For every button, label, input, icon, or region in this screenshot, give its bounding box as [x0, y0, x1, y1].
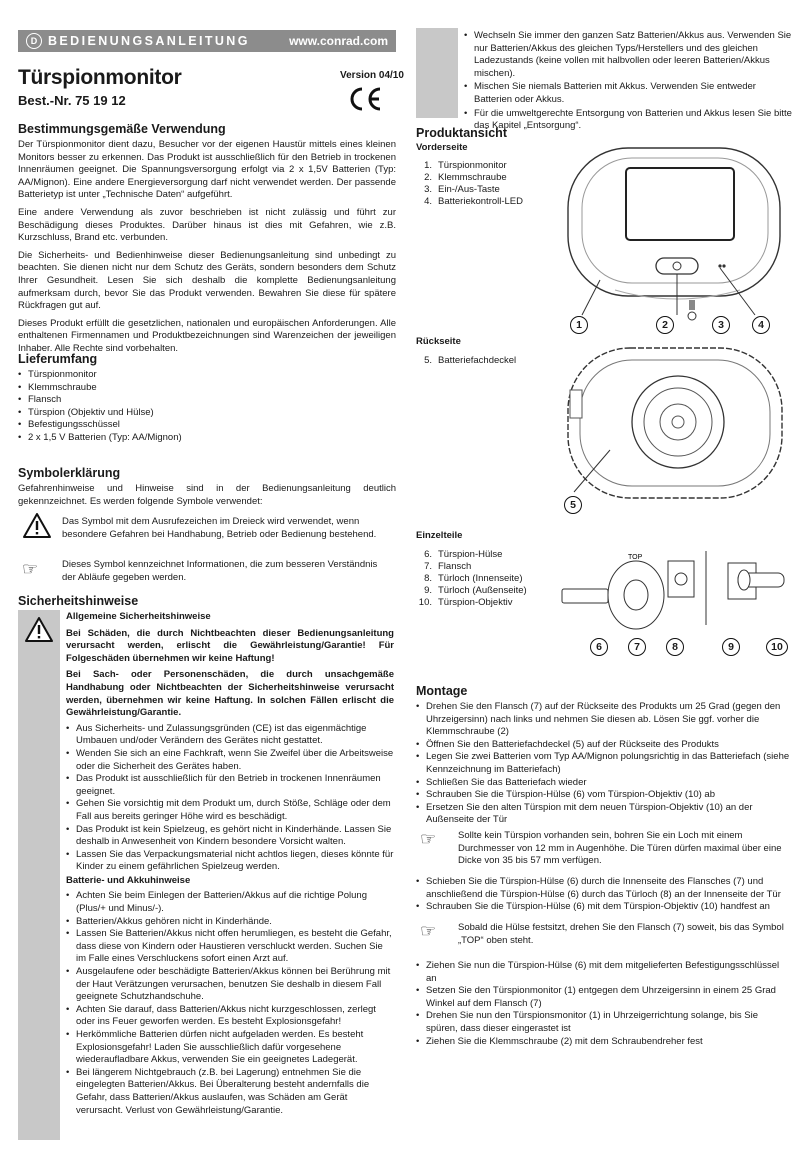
list-item: • Drehen Sie nun den Türspionsmonitor (1) in Uhrzeigerrichtung solange, bis Sie spüren, dass dieser eingerastet ist	[416, 1010, 792, 1035]
callout-9: 9	[722, 638, 740, 656]
mounting-list-2	[416, 876, 792, 914]
heading-montage: Montage	[416, 684, 468, 698]
ce-mark-icon	[346, 86, 384, 112]
mounting-list	[416, 701, 792, 827]
list-item: 10. Türspion-Objektiv	[418, 597, 513, 609]
list-item: • Wechseln Sie immer den ganzen Satz Batterien/Akkus aus. Verwenden Sie nur Batterien/Akkus des gleichen Typs/Herstellers und des gleichen Ladezustands (keine vollen mit halbvollen oder leeren Batterien/Akkus mischen).	[464, 30, 792, 80]
warning-symbol-text: Das Symbol mit dem Ausrufezeichen im Dreieck wird verwendet, wenn besondere Gefahren bei Handhabung, Betrieb oder Bedienung bestehend.	[62, 516, 377, 540]
subheading-rueckseite: Rückseite	[416, 336, 461, 347]
callout-8: 8	[666, 638, 684, 656]
list-item: • Ausgelaufene oder beschädigte Batterien/Akkus können bei Berührung mit der Haut Verätzungen verursachen, benutzen Sie deshalb in diesem Fall geeignete Schutzhandschuhe.	[66, 966, 394, 1004]
list-item: • Mischen Sie niemals Batterien mit Akkus. Verwenden Sie entweder Batterien oder Akkus.	[464, 81, 792, 106]
sidebar-grey-bar	[416, 28, 458, 118]
header-band	[18, 30, 396, 52]
paragraph: Eine andere Verwendung als zuvor beschrieben ist nicht zulässig und führt zur Beschädigung dieses Produktes. Darüber hinaus ist dies mit Gefahren, wie z.B. Kurzschluss, Brand etc. verbunden.	[18, 206, 396, 244]
list-item: • Gehen Sie vorsichtig mit dem Produkt um, durch Stöße, Schläge oder dem Fall aus bereits geringer Höhe wird es beschädigt.	[66, 798, 394, 823]
section-montage	[416, 684, 792, 827]
callout-10: 10	[766, 638, 788, 656]
list-item: • Schieben Sie die Türspion-Hülse (6) durch die Innenseite des Flansches (7) und anschließend die Türspion-Hülse (6) durch das Türloch (8) an der Innenseite der Tür	[416, 876, 792, 901]
list-item: • Lassen Sie Batterien/Akkus nicht offen herumliegen, es besteht die Gefahr, dass diese von Kindern oder Haustieren verschluckt werden. Suchen Sie im Falle eines Verschluckens sofort einen Arzt auf.	[66, 928, 394, 966]
list-item: • Schrauben Sie die Türspion-Hülse (6) vom Türspion-Objektiv (10) ab	[416, 789, 792, 802]
list-item: • Türspionmonitor	[18, 369, 396, 382]
subheading-vorderseite: Vorderseite	[416, 142, 468, 153]
list-item: • Ziehen Sie die Klemmschraube (2) mit dem Schraubendreher fest	[416, 1036, 792, 1049]
language-badge: D	[26, 33, 42, 49]
list-item: 3. Ein-/Aus-Taste	[424, 184, 500, 195]
list-item: 4. Batteriekontroll-LED	[424, 196, 524, 208]
bold-notice: Bei Sach- oder Personenschäden, die durch unsachgemäße Handhabung oder Nichtbeachten der Sicherheitshinweise verursacht werden, übernehmen wir keine Haftung. In solchen Fällen erlischt die Gewährleistung/Garantie.	[66, 669, 394, 719]
callout-3: 3	[712, 316, 730, 334]
list-item: 9. Türloch (Außenseite)	[424, 585, 527, 597]
section-einzelteile	[416, 530, 556, 610]
callout-6: 6	[590, 638, 608, 656]
section-sicherheit	[18, 594, 396, 608]
pointing-hand-icon: ☞	[22, 559, 39, 579]
list-item: • Wenden Sie sich an eine Fachkraft, wenn Sie Zweifel über die Arbeitsweise oder die Sicherheit des Gerätes haben.	[66, 748, 394, 773]
note-text: Sobald die Hülse festsitzt, drehen Sie den Flansch (7) soweit, bis das Symbol „TOP“ oben steht.	[458, 922, 784, 946]
list-item: • Aus Sicherheits- und Zulassungsgründen (CE) ist das eigenmächtige Umbauen und/oder Verändern des Gerätes nicht gestattet.	[66, 723, 394, 748]
list-item: • Das Produkt ist ausschließlich für den Betrieb in trockenen Innenräumen geeignet.	[66, 773, 394, 798]
version-label: Version 04/10	[340, 70, 404, 81]
list-item: • Ziehen Sie nun die Türspion-Hülse (6) mit dem mitgelieferten Befestigungsschlüssel an	[416, 960, 792, 985]
list-item: 1. Türspionmonitor	[424, 159, 507, 171]
delivery-list	[18, 369, 396, 445]
list-item: • Lassen Sie das Verpackungsmaterial nicht achtlos liegen, dieses könnte für Kinder zu einem gefährlichen Spielzeug werden.	[66, 849, 394, 874]
subheading: Allgemeine Sicherheitshinweise	[66, 611, 211, 622]
list-item: • Legen Sie zwei Batterien vom Typ AA/Mignon polungsrichtig in das Batteriefach (siehe Kennzeichnung im Batteriefach)	[416, 751, 792, 776]
list-item: 6. Türspion-Hülse	[424, 548, 503, 560]
subheading: Batterie- und Akkuhinweise	[66, 874, 191, 886]
list-item: • Für die umweltgerechte Entsorgung von Batterien und Akkus lesen Sie bitte das Kapitel „Entsorgung“.	[464, 108, 792, 133]
heading-symbole: Symbolerklärung	[18, 466, 121, 480]
header-url[interactable]: www.conrad.com	[289, 34, 388, 48]
safety-content	[66, 611, 394, 1117]
front-view-illustration	[560, 140, 790, 340]
warning-triangle-icon	[24, 616, 54, 643]
parts-illustration	[560, 545, 792, 645]
warning-triangle-icon	[22, 512, 52, 539]
list-item: • Achten Sie darauf, dass Batterien/Akkus nicht kurzgeschlossen, zerlegt oder ins Feuer geworfen werden. Es besteht Explosionsgefahr!	[66, 1004, 394, 1029]
list-item: • Türspion (Objektiv und Hülse)	[18, 407, 396, 420]
section-verwendung	[18, 122, 396, 356]
callout-5: 5	[564, 496, 582, 514]
paragraph: Gefahrenhinweise und Hinweise sind in der Bedienungsanleitung deutlich gekennzeichnet. Es werden folgende Symbole verwendet:	[18, 483, 396, 507]
battery-list	[66, 890, 394, 1117]
note-text: Sollte kein Türspion vorhanden sein, bohren Sie ein Loch mit einem Durchmesser von 12 mm in Augenhöhe. Die Türen dürfen maximal über eine Dicke von 35 bis 57 mm verfügen.	[458, 830, 782, 867]
section-lieferumfang	[18, 352, 396, 445]
list-item: 5. Batteriefachdeckel	[424, 354, 517, 366]
list-item: 8. Türloch (Innenseite)	[424, 573, 523, 584]
safety-list	[66, 723, 394, 874]
list-item: • Schrauben Sie die Türspion-Hülse (6) mit dem Türspion-Objektiv (10) handfest an	[416, 901, 792, 914]
top-label: TOP	[628, 554, 643, 561]
sidebar-grey-bar	[18, 610, 60, 1140]
list-item: • Drehen Sie den Flansch (7) auf der Rückseite des Produkts um 25 Grad (gegen den Uhrzeigersinn) nach links und nehmen Sie diesen ab. Lösen Sie ggf. vorher die Klemmschraube (2)	[416, 701, 792, 739]
subheading-einzelteile: Einzelteile	[416, 530, 463, 541]
callout-4: 4	[752, 316, 770, 334]
mounting-list-3	[416, 960, 792, 1048]
pointing-hand-icon: ☞	[420, 829, 437, 849]
section-rueckseite	[416, 336, 556, 367]
paragraph: Der Türspionmonitor dient dazu, Besucher vor der eigenen Haustür mittels eines kleinen Monitors besser zu erkennen. Das Produkt ist ausschließlich für den Betrieb in trockenen Innenräumen geeignet. Die Spannungsversorgung erfolgt via 2 x 1,5V Batterien (Typ: AA/Mignon). Eine andere Energieversorgung darf nicht verwendet werden. Der passende Batterietyp ist unter „Technische Daten“ aufgeführt.	[18, 139, 396, 201]
single-parts-list	[416, 549, 556, 610]
callout-1: 1	[570, 316, 588, 334]
callout-7: 7	[628, 638, 646, 656]
list-item: 7. Flansch	[424, 560, 472, 572]
paragraph: Dieses Produkt erfüllt die gesetzlichen, nationalen und europäischen Anforderungen. Alle enthaltenen Firmennamen und Produktbezeichnungen sind Warenzeichen der jeweiligen Inhaber. Alle Rechte sind vorbehalten.	[18, 317, 396, 354]
back-view-illustration	[560, 340, 792, 516]
list-item: • Achten Sie beim Einlegen der Batterien/Akkus auf die richtige Polung (Plus/+ und Minus/-).	[66, 890, 394, 915]
list-item: • Das Produkt ist kein Spielzeug, es gehört nicht in Kinderhände. Lassen Sie deshalb in Anwesenheit von Kindern besondere Vorsicht walten.	[66, 824, 394, 849]
list-item: • Schließen Sie das Batteriefach wieder	[416, 777, 792, 790]
heading-lieferumfang: Lieferumfang	[18, 352, 98, 366]
header-label: BEDIENUNGSANLEITUNG	[48, 34, 250, 48]
list-item: • Ersetzen Sie den alten Türspion mit dem neuen Türspion-Objektiv (10) an der Außenseite der Tür	[416, 802, 792, 827]
heading-produktansicht: Produktansicht	[416, 126, 507, 140]
paragraph: Die Sicherheits- und Bedienhinweise dieser Bedienungsanleitung sind unbedingt zu beachten. Sie dienen nicht nur dem Schutz des Geräts, sondern besonders dem Schutz Ihrer Gesundheit. Lesen Sie sich deshalb die komplette Bedienungsanleitung aufmerksam durch, bevor Sie das Produkt verwenden. Bewahren Sie diese für spätere Rückfragen gut auf.	[18, 249, 396, 312]
battery-list-cont	[464, 30, 792, 133]
order-number: Best.-Nr. 75 19 12	[18, 93, 126, 108]
pointing-hand-icon: ☞	[420, 921, 437, 941]
bold-notice: Bei Schäden, die durch Nichtbeachten dieser Bedienungsanleitung verursacht werden, erlischt die Gewährleistung/Garantie! Für Folgeschäden übernehmen wir keine Haftung!	[66, 627, 394, 664]
list-item: • Klemmschraube	[18, 382, 396, 395]
back-parts-list	[416, 355, 556, 367]
list-item: • Flansch	[18, 394, 396, 407]
list-item: • Setzen Sie den Türspionmonitor (1) entgegen dem Uhrzeigersinn in einem 25 Grad Winkel auf dem Flansch (7)	[416, 985, 792, 1010]
page-title: Türspionmonitor	[18, 66, 182, 89]
section-symbole	[18, 466, 396, 508]
callout-2: 2	[656, 316, 674, 334]
list-item: • Batterien/Akkus gehören nicht in Kinderhände.	[66, 916, 394, 929]
list-item: • 2 x 1,5 V Batterien (Typ: AA/Mignon)	[18, 432, 396, 445]
list-item: 2. Klemmschraube	[424, 171, 507, 183]
list-item: • Befestigungsschüssel	[18, 419, 396, 432]
heading-sicherheit: Sicherheitshinweise	[18, 594, 139, 608]
list-item: • Bei längerem Nichtgebrauch (z.B. bei Lagerung) entnehmen Sie die eingelegten Batterien/Akkus. Bei Überalterung besteht andernfalls die Gefahr, dass Batterien/Akkus auslaufen, was Schäden am Gerät verursacht. Verlust von Gewährleistung/Garantie.	[66, 1067, 394, 1117]
hand-symbol-text: Dieses Symbol kennzeichnet Informationen, die zum besseren Verständnis der Abläufe gegeben werden.	[62, 559, 378, 583]
list-item: • Herkömmliche Batterien dürfen nicht aufgeladen werden. Es besteht Explosionsgefahr! Laden Sie ausschließlich dafür vorgesehene wiederaufladbare Akkus, verwenden Sie ein geeignetes Ladegerät.	[66, 1029, 394, 1067]
heading-verwendung: Bestimmungsgemäße Verwendung	[18, 122, 226, 136]
list-item: • Öffnen Sie den Batteriefachdeckel (5) auf der Rückseite des Produkts	[416, 739, 792, 752]
